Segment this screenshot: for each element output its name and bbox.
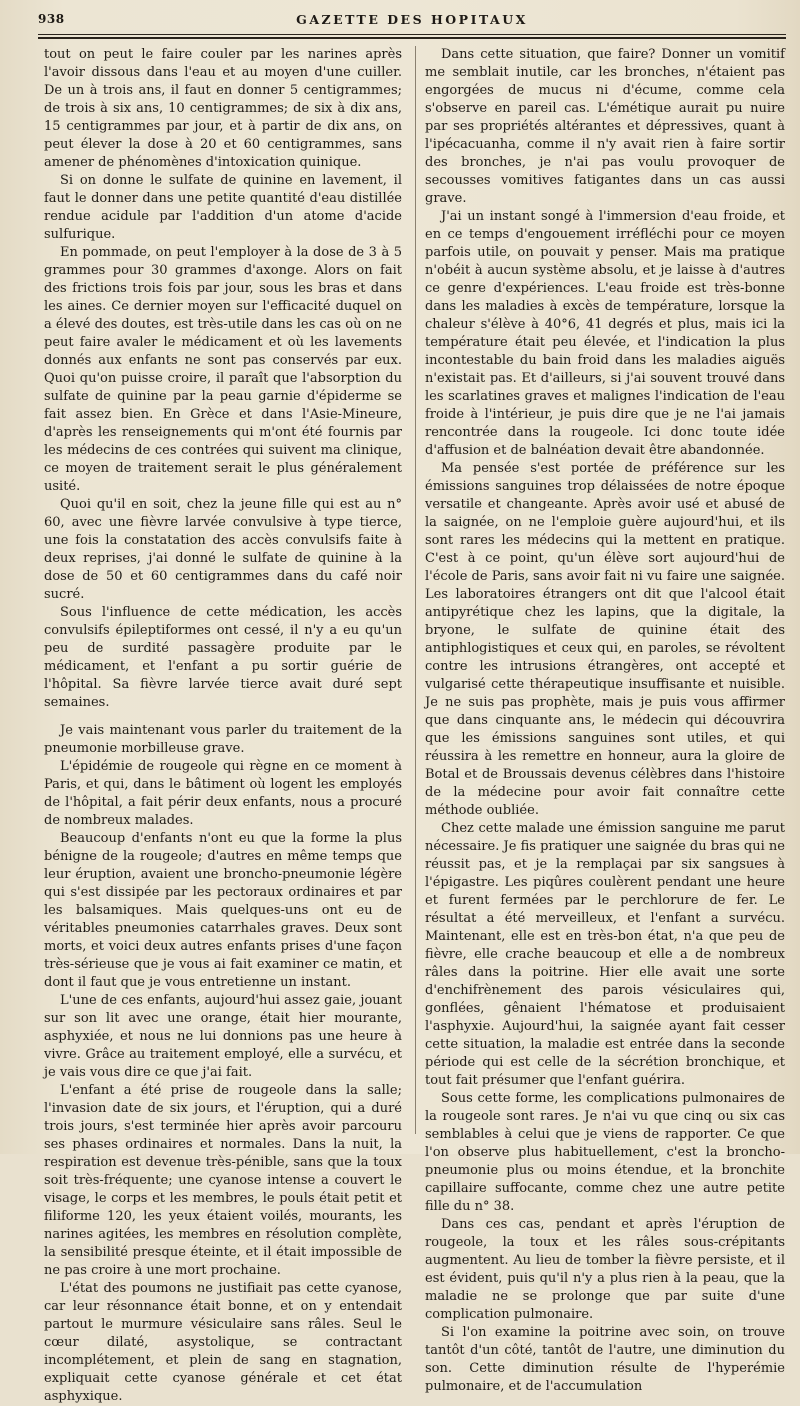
paragraph: Dans ces cas, pendant et après l'éruption de rougeole, la toux et les râles sous-crépitants augmentent. Au lieu de tomber la fièvre persiste, et il est évident, puis qu'il n'y a plus rien à la peau, que la maladie ne se prolonge que par suite d'une complication pulmonaire. — [425, 1217, 785, 1322]
paragraph: Dans cette situation, que faire? Donner un vomitif me semblait inutile, car les bronches, n'étaient pas engorgées de mucus ni d'écume, comme cela s'observe en pareil cas. L'émétique aurait pu nuire par ses propriétés altérantes et dépressives, quant à l'ipécacuanha, comme il n'y avait rien à faire sortir des bronches, je n'ai pas voulu provoquer de secousses vomitives fatigantes dans un cas aussi grave. — [425, 47, 785, 206]
paragraph: Sous cette forme, les complications pulmonaires de la rougeole sont rares. Je n'ai vu que cinq ou six cas semblables à celui que je viens de rapporter. Ce que l'on observe plus habituellement, c'est la broncho-pneumonie plus ou moins étendue, et la bronchite capillaire suffocante, comme chez une autre petite fille du n° 38. — [425, 1091, 785, 1214]
paragraph: Sous l'influence de cette médication, les accès convulsifs épileptiformes ont cessé, il n'y a eu qu'un peu de surdité passagère produite par le médicament, et l'enfant a pu sortir guérie de l'hôpital. Sa fièvre larvée tierce avait duré sept semaines. — [44, 605, 402, 710]
journal-title: GAZETTE DES HOPITAUX — [296, 12, 528, 27]
header-rule-thick — [38, 37, 786, 39]
paragraph: L'épidémie de rougeole qui règne en ce moment à Paris, et qui, dans le bâtiment où logent les employés de l'hôpital, a fait périr deux enfants, nous a procuré de nombreux malades. — [44, 759, 402, 828]
paragraph: Chez cette malade une émission sanguine me parut nécessaire. Je fis pratiquer une saignée du bras qui ne réussit pas, et je la remplaçai par six sangsues à l'épigastre. Les piqûres coulèrent pendant une heure et furent fermées par le perchlorure de fer. Le résultat a été merveilleux, et l'enfant a survécu. Maintenant, elle est en très-bon état, n'a que peu de fièvre, elle crache beaucoup et elle a de nombreux râles dans la poitrine. Hier elle avait une sorte d'enchifrènement des parois vésiculaires qui, gonflées, gênaient l'hématose et produisaient l'asphyxie. Aujourd'hui, la saignée ayant fait cesser cette situation, la maladie est entrée dans la seconde période qui est celle de la sécrétion bronchique, et tout fait présumer que l'enfant guérira. — [425, 821, 785, 1088]
paragraph: Beaucoup d'enfants n'ont eu que la forme la plus bénigne de la rougeole; d'autres en même temps que leur éruption, avaient une broncho-pneumonie légère qui s'est dissipée par les pectoraux ordinaires et par les balsamiques. Mais quelques-uns ont eu de véritables pneumonies catarrhales graves. Deux sont morts, et voici deux autres enfants prises d'une façon très-sérieuse que je vous ai fait examiner ce matin, et dont il faut que je vous entretienne un instant. — [44, 831, 402, 990]
paragraph: J'ai un instant songé à l'immersion d'eau froide, et en ce temps d'engouement irréfléchi pour ce moyen parfois utile, on pouvait y penser. Mais ma pratique n'obéit à aucun système absolu, et je laisse à d'autres ce genre d'expériences. L'eau froide est très-bonne dans les maladies à excès de température, lorsque la chaleur s'élève à 40°6, 41 degrés et plus, mais ici la température était peu élevée, et l'indication la plus incontestable du bain froid dans les maladies aiguës n'existait pas. Et d'ailleurs, si j'ai souvent trouvé dans les scarlatines graves et malignes l'indication de l'eau froide à l'intérieur, je puis dire que je ne l'ai jamais rencontrée dans la rougeole. Ici donc toute idée d'affusion et de balnéation devait être abandonnée. — [425, 209, 785, 458]
right-column — [425, 46, 785, 1396]
page-header — [38, 6, 786, 34]
left-column — [44, 46, 402, 1406]
paragraph: L'état des poumons ne justifiait pas cette cyanose, car leur résonnance était bonne, et on y entendait partout le murmure vésiculaire sans râles. Seul le cœur dilaté, asystolique, se contractant incomplétement, et plein de sang en stagnation, expliquait cette cyanose générale et cet état asphyxique. — [44, 1281, 402, 1404]
paragraph: L'enfant a été prise de rougeole dans la salle; l'invasion date de six jours, et l'éruption, qui a duré trois jours, s'est terminée hier après avoir parcouru ses phases ordinaires et normales. Dans la nuit, la respiration est devenue très-pénible, sans que la toux soit très-fréquente; une cyanose intense a couvert le visage, le corps et les membres, le pouls était petit et filiforme 120, les yeux étaient voilés, mourants, les narines agitées, les membres en résolution complète, la sensibilité presque éteinte, et il était impossible de ne pas croire à une mort prochaine. — [44, 1083, 402, 1278]
column-divider — [415, 46, 416, 1134]
paragraph: Quoi qu'il en soit, chez la jeune fille qui est au n° 60, avec une fièvre larvée convulsive à type tierce, une fois la constatation des accès convulsifs faite à deux reprises, j'ai donné le sulfate de quinine à la dose de 50 et 60 centigrammes dans du café noir sucré. — [44, 497, 402, 602]
header-rule — [38, 34, 786, 35]
paragraph: Si on donne le sulfate de quinine en lavement, il faut le donner dans une petite quantité d'eau distillée rendue acidule par l'addition d'un atome d'acide sulfurique. — [44, 173, 402, 242]
paragraph: Si l'on examine la poitrine avec soin, on trouve tantôt d'un côté, tantôt de l'autre, une diminution du son. Cette diminution résulte de l'hyperémie pulmonaire, et de l'accumulation — [425, 1325, 785, 1394]
paragraph: En pommade, on peut l'employer à la dose de 3 à 5 grammes pour 30 grammes d'axonge. Alors on fait des frictions trois fois par jour, sous les bras et dans les aines. Ce dernier moyen sur l'efficacité duquel on a élevé des doutes, est très-utile dans les cas où on ne peut faire avaler le médicament et où les lavements donnés aux enfants ne sont pas conservés par eux. Quoi qu'on puisse croire, il paraît que l'absorption du sulfate de quinine par la peau garnie d'épiderme se fait assez bien. En Grèce et dans l'Asie-Mineure, d'après les renseignements qui m'ont été fournis par les médecins de ces contrées qui suivent ma clinique, ce moyen de traitement serait le plus généralement usité. — [44, 245, 402, 494]
paragraph: L'une de ces enfants, aujourd'hui assez gaie, jouant sur son lit avec une orange, était hier mourante, asphyxiée, et nous ne lui donnions pas une heure à vivre. Grâce au traitement employé, elle a survécu, et je vais vous dire ce que j'ai fait. — [44, 993, 402, 1080]
section-intro: Je vais maintenant vous parler du traitement de la pneumonie morbilleuse grave. — [44, 723, 402, 756]
page-number: 938 — [38, 12, 65, 26]
paragraph: Ma pensée s'est portée de préférence sur les émissions sanguines trop délaissées de notre époque versatile et changeante. Après avoir usé et abusé de la saignée, on ne l'emploie guère aujourd'hui, et ils sont rares les médecins qui la mettent en pratique. C'est à ce point, qu'un élève sort aujourd'hui de l'école de Paris, sans avoir fait ni vu faire une saignée. Les laboratoires étrangers ont dit que l'alcool était antipyrétique chez les lapins, que la digitale, la bryone, le sulfate de quinine était des antiphlogistiques et ceux qui, en paroles, se révoltent contre les intrusions étrangères, ont accepté et vulgarisé cette thérapeutique insuffisante et nuisible. Je ne suis pas prophète, mais je puis vous affirmer que dans cinquante ans, le médecin qui découvrira que les émissions sanguines sont utiles, et qui réussira à les remettre en honneur, aura la gloire de Botal et de Broussais devenus célèbres dans l'histoire de la médecine pour avoir fait connaître cette méthode oubliée. — [425, 461, 785, 818]
paragraph: tout on peut le faire couler par les narines après l'avoir dissous dans l'eau et au moyen d'une cuiller. De un à trois ans, il faut en donner 5 centigrammes; de trois à six ans, 10 centigrammes; de six à dix ans, 15 centigrammes par jour, et à partir de dix ans, on peut élever la dose à 20 et 60 centigrammes, sans amener de phénomènes d'intoxication quinique. — [44, 47, 402, 170]
